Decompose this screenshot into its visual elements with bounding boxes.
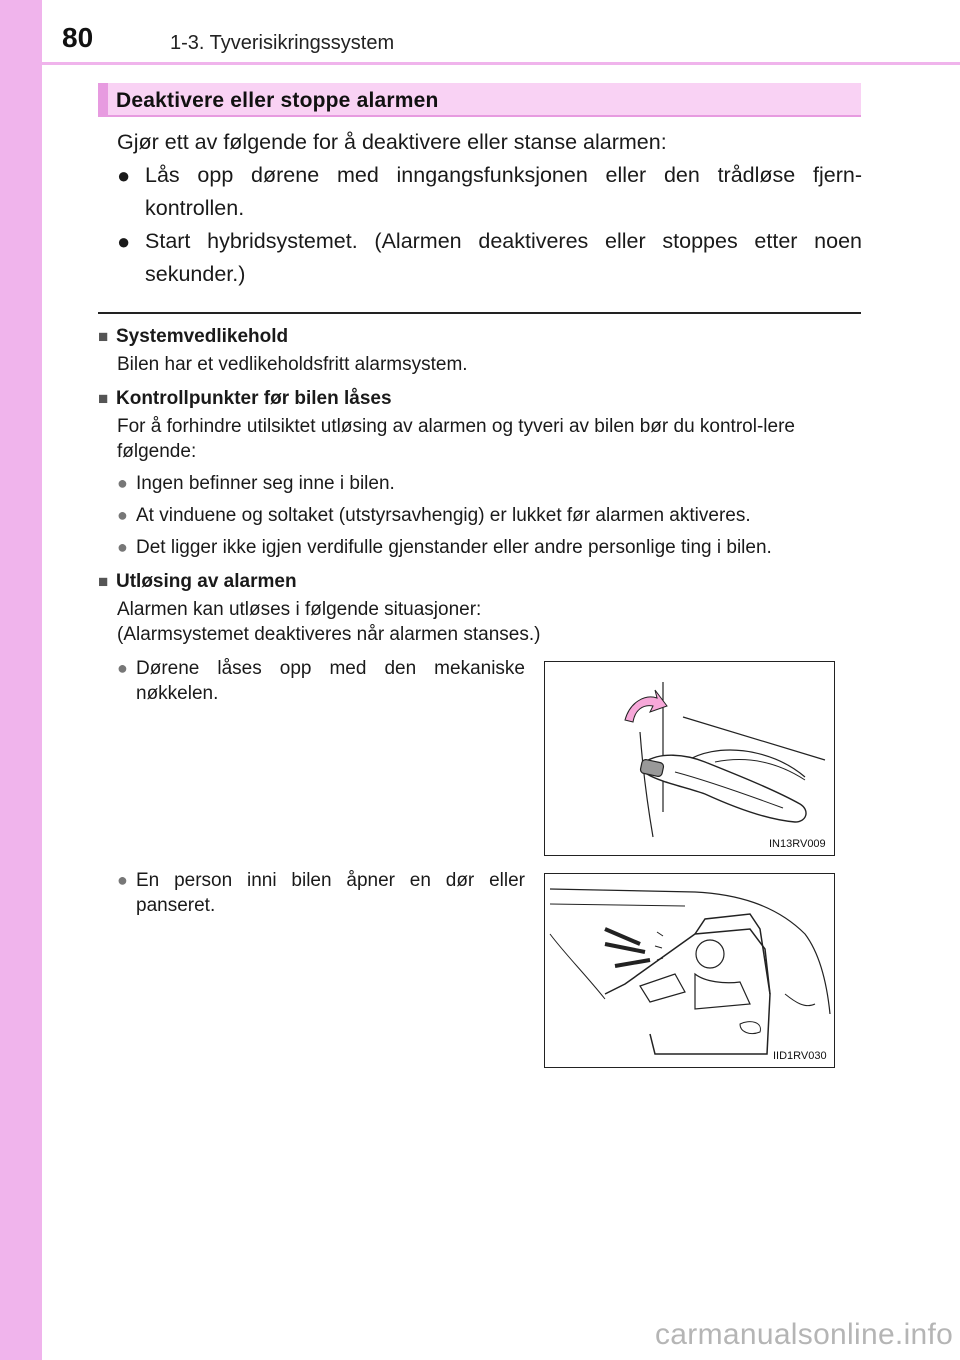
watermark: carmanualsonline.info xyxy=(655,1318,954,1351)
note-heading xyxy=(98,386,863,411)
figure-person-opening-door xyxy=(544,873,835,1068)
bullet-dot-icon: ● xyxy=(117,163,131,188)
note-heading-text: Utløsing av alarmen xyxy=(116,571,297,592)
note-heading-text: Systemvedlikehold xyxy=(116,326,289,347)
figure-caption-text: En person inni bilen åpner en dør eller panseret. xyxy=(136,870,525,916)
note-body xyxy=(98,597,863,647)
intro-text: Gjør ett av følgende for å deaktivere eller stanse alarmen: xyxy=(117,130,667,154)
person-door-illustration xyxy=(545,874,833,1066)
bullet-dot-icon: ● xyxy=(117,505,128,525)
note-bullet-text: At vinduene og soltaket (utstyrsavhengig) er lukket før alarmen aktiveres. xyxy=(136,505,751,526)
note-paragraph: Alarmen kan utløses i følgende situasjoner: xyxy=(117,599,482,620)
running-head: 1-3. Tyverisikringssystem xyxy=(170,32,395,54)
intro-bullet-text: Lås opp dørene med inngangsfunksjonen eller den trådløse fjern-kontrollen. xyxy=(145,163,862,220)
square-bullet-icon: ■ xyxy=(98,572,109,591)
note-body xyxy=(98,352,863,377)
side-color-strip xyxy=(0,0,42,1360)
note-paragraph: (Alarmsystemet deaktiveres når alarmen stanses.) xyxy=(117,624,541,645)
note-bullet-text: Det ligger ikke igjen verdifulle gjenstander eller andre personlige ting i bilen. xyxy=(136,537,772,558)
figure-door-key xyxy=(544,661,835,856)
figure-caption xyxy=(117,868,525,918)
note-heading-text: Kontrollpunkter før bilen låses xyxy=(116,388,392,409)
section-divider xyxy=(98,312,861,314)
intro-bullet-text: Start hybridsystemet. (Alarmen deaktiveres eller stoppes etter noen sekunder.) xyxy=(145,229,862,286)
header-rule xyxy=(42,62,960,65)
figure-caption-text: Dørene låses opp med den mekaniske nøkkelen. xyxy=(136,658,525,704)
figure-caption xyxy=(117,656,525,706)
section-title: Deaktivere eller stoppe alarmen xyxy=(116,89,439,112)
note-heading xyxy=(98,569,863,594)
section-intro xyxy=(117,126,862,291)
notes-block xyxy=(98,322,863,647)
note-bullet xyxy=(98,535,863,560)
figure-code: IN13RV009 xyxy=(769,838,826,850)
note-body xyxy=(98,414,863,464)
bullet-dot-icon: ● xyxy=(117,473,128,493)
square-bullet-icon: ■ xyxy=(98,327,109,346)
section-title-box xyxy=(98,83,861,117)
page-number: 80 xyxy=(62,22,94,53)
bullet-dot-icon: ● xyxy=(117,229,131,254)
bullet-dot-icon: ● xyxy=(117,658,128,678)
note-bullet-text: Ingen befinner seg inne i bilen. xyxy=(136,473,395,494)
intro-bullet xyxy=(117,225,862,291)
note-bullet xyxy=(98,503,863,528)
bullet-dot-icon: ● xyxy=(117,537,128,557)
square-bullet-icon: ■ xyxy=(98,389,109,408)
bullet-dot-icon: ● xyxy=(117,870,128,890)
note-heading xyxy=(98,324,863,349)
figure-code: IID1RV030 xyxy=(773,1050,827,1062)
door-key-illustration xyxy=(545,662,833,854)
note-paragraph: For å forhindre utilsiktet utløsing av alarmen og tyveri av bilen bør du kontrol-lere følgende: xyxy=(117,416,795,462)
intro-bullet xyxy=(117,159,862,225)
note-paragraph: Bilen har et vedlikeholdsfritt alarmsystem. xyxy=(117,354,468,375)
note-bullet xyxy=(98,471,863,496)
